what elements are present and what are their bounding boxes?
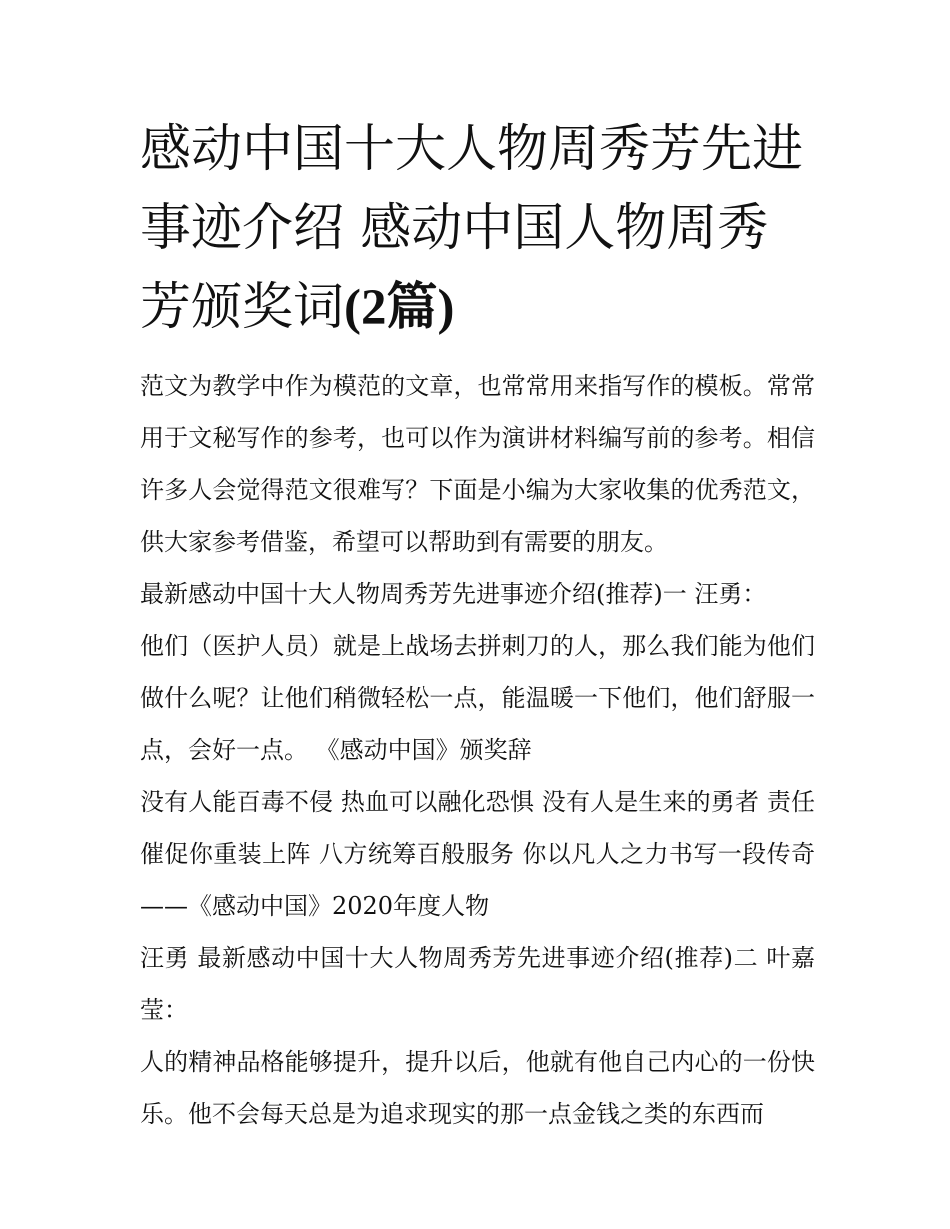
- paragraph-award-speech: 没有人能百毒不侵 热血可以融化恐惧 没有人是生来的勇者 责任催促你重装上阵 八方统筹百般服务 你以凡人之力书写一段传奇 ——《感动中国》2020年度人物: [140, 788, 815, 920]
- paragraph-quote-two: 人的精神品格能够提升，提升以后，他就有他自己内心的一份快乐。他不会每天总是为追求现实的那一点金钱之类的东西而: [140, 1048, 815, 1128]
- document-body: [140, 360, 815, 1140]
- document-title: [140, 110, 815, 348]
- title-main-text: 感动中国十大人物周秀芳先进事迹介绍 感动中国人物周秀芳颁奖词: [140, 120, 804, 337]
- paragraph-quote-one: 他们（医护人员）就是上战场去拼刺刀的人，那么我们能为他们做什么呢？让他们稍微轻松一点，能温暖一下他们，他们舒服一点，会好一点。 《感动中国》颁奖辞: [140, 632, 815, 764]
- paragraph-heading-two: 汪勇 最新感动中国十大人物周秀芳先进事迹介绍(推荐)二 叶嘉莹：: [140, 944, 815, 1024]
- paragraph-heading-one: 最新感动中国十大人物周秀芳先进事迹介绍(推荐)一 汪勇：: [140, 580, 767, 608]
- document-page: [140, 110, 815, 1140]
- paragraph-intro: 范文为教学中作为模范的文章，也常常用来指写作的模板。常常用于文秘写作的参考，也可以作为演讲材料编写前的参考。相信许多人会觉得范文很难写？下面是小编为大家收集的优秀范文，供大家参考借鉴，希望可以帮助到有需要的朋友。: [140, 372, 815, 556]
- title-count-suffix: (2篇): [344, 280, 455, 336]
